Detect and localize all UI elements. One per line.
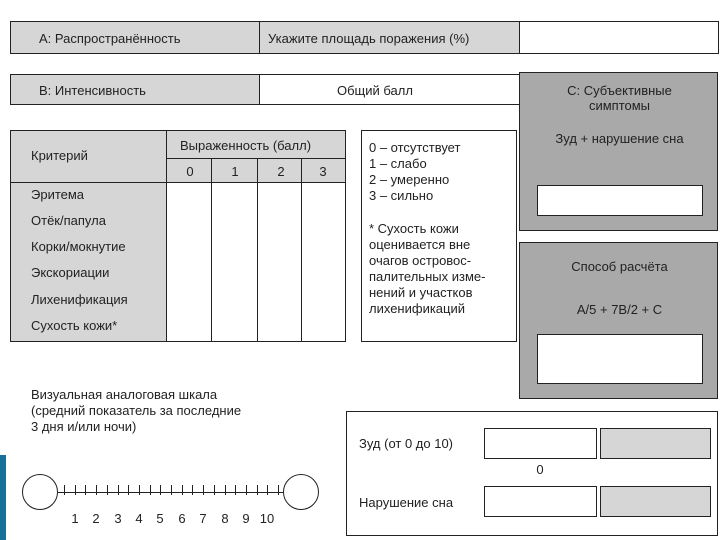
criterion-crusts: Корки/мокнутие	[31, 239, 126, 254]
section-a-label: A: Распространённость	[39, 31, 181, 46]
symptoms-box	[346, 411, 718, 536]
vas-number: 3	[114, 511, 122, 526]
calculation-box	[519, 242, 718, 399]
accent-stripe	[0, 455, 6, 540]
section-c-title-1: С: Субъективные	[567, 83, 672, 98]
legend-note-1: * Сухость кожи	[369, 221, 459, 236]
vas-tick	[139, 485, 140, 495]
score-col-2: 2	[277, 164, 285, 179]
vas-tick	[96, 485, 97, 495]
legend-note-4: палительных измe-	[369, 269, 486, 284]
score-col-0: 0	[186, 164, 194, 179]
vas-tick	[267, 485, 268, 495]
vas-number: 1	[71, 511, 79, 526]
legend-note-5: нений и участков	[369, 285, 473, 300]
vas-tick	[278, 485, 279, 495]
total-score-label: Общий балл	[337, 83, 413, 98]
sleep-label: Нарушение сна	[359, 495, 454, 510]
section-c-title-2: симптомы	[588, 98, 651, 113]
vas-number: 8	[221, 511, 229, 526]
legend-2: 2 – умеренно	[369, 172, 450, 187]
criterion-excoriations: Экскориации	[31, 265, 110, 280]
criterion-dryness: Сухость кожи*	[31, 318, 118, 333]
sleep-result	[600, 486, 711, 517]
itch-result	[600, 428, 711, 459]
criterion-lichenification: Лихенификация	[31, 292, 128, 307]
score-col-3: 3	[319, 164, 327, 179]
criterion-erythema: Эритема	[31, 187, 85, 202]
vas-tick	[225, 485, 226, 495]
vas-tick	[64, 485, 65, 495]
itch-zero: 0	[536, 462, 544, 477]
vas-tick	[192, 485, 193, 495]
legend-note-3: очагов островос-	[369, 253, 472, 268]
vas-tick	[203, 485, 204, 495]
vas-tick	[257, 485, 258, 495]
vas-tick	[160, 485, 161, 495]
score-grid	[166, 182, 345, 341]
vas-caption-1: Визуальная аналоговая шкала	[31, 387, 218, 402]
area-input[interactable]	[519, 21, 719, 54]
section-c-subtitle: Зуд + нарушение сна	[555, 131, 684, 146]
area-prompt: Укажите площадь поражения (%)	[268, 31, 470, 46]
vas-number: 7	[199, 511, 207, 526]
vas-end-circle[interactable]	[283, 474, 319, 510]
vas-tick	[214, 485, 215, 495]
legend-1: 1 – слабо	[369, 156, 427, 171]
criterion-edema: Отёк/папула	[31, 213, 106, 228]
vas-caption-2: (средний показатель за последние	[31, 403, 242, 418]
section-a-label-box	[10, 21, 260, 54]
vas-tick	[246, 485, 247, 495]
vas-number: 6	[178, 511, 186, 526]
vas-tick	[85, 485, 86, 495]
vas-tick	[171, 485, 172, 495]
vas-tick	[75, 485, 76, 495]
itch-label: Зуд (от 0 до 10)	[359, 436, 454, 451]
calculation-title: Способ расчёта	[571, 259, 668, 274]
legend-note-2: оценивается вне	[369, 237, 471, 252]
legend-note-6: лихенификаций	[369, 301, 466, 316]
sleep-input[interactable]	[484, 486, 597, 517]
calculation-result-input[interactable]	[537, 334, 703, 384]
severity-header: Выраженность (балл)	[180, 138, 312, 153]
vas-number: 10	[259, 511, 275, 526]
criterion-header: Критерий	[31, 148, 88, 163]
legend-3: 3 – сильно	[369, 188, 434, 203]
section-c-score-input[interactable]	[537, 185, 703, 216]
calculation-formula: A/5 + 7B/2 + C	[576, 302, 663, 317]
section-c-box	[519, 72, 718, 231]
legend-0: 0 – отсутствует	[369, 140, 461, 155]
total-score-box[interactable]	[259, 74, 520, 105]
vas-number: 5	[156, 511, 164, 526]
score-col-1: 1	[231, 164, 239, 179]
vas-caption-3: 3 дня и/или ночи)	[31, 419, 137, 434]
vas-tick	[235, 485, 236, 495]
section-b-label-box	[10, 74, 260, 105]
vas-tick	[128, 485, 129, 495]
vas-tick	[118, 485, 119, 495]
vas-number: 4	[135, 511, 143, 526]
vas-tick	[107, 485, 108, 495]
vas-tick	[150, 485, 151, 495]
section-b-label: B: Интенсивность	[39, 83, 146, 98]
itch-input[interactable]	[484, 428, 597, 459]
vas-start-circle[interactable]	[22, 474, 58, 510]
vas-tick	[182, 485, 183, 495]
vas-number: 9	[242, 511, 250, 526]
vas-number: 2	[92, 511, 100, 526]
area-prompt-box	[259, 21, 520, 54]
